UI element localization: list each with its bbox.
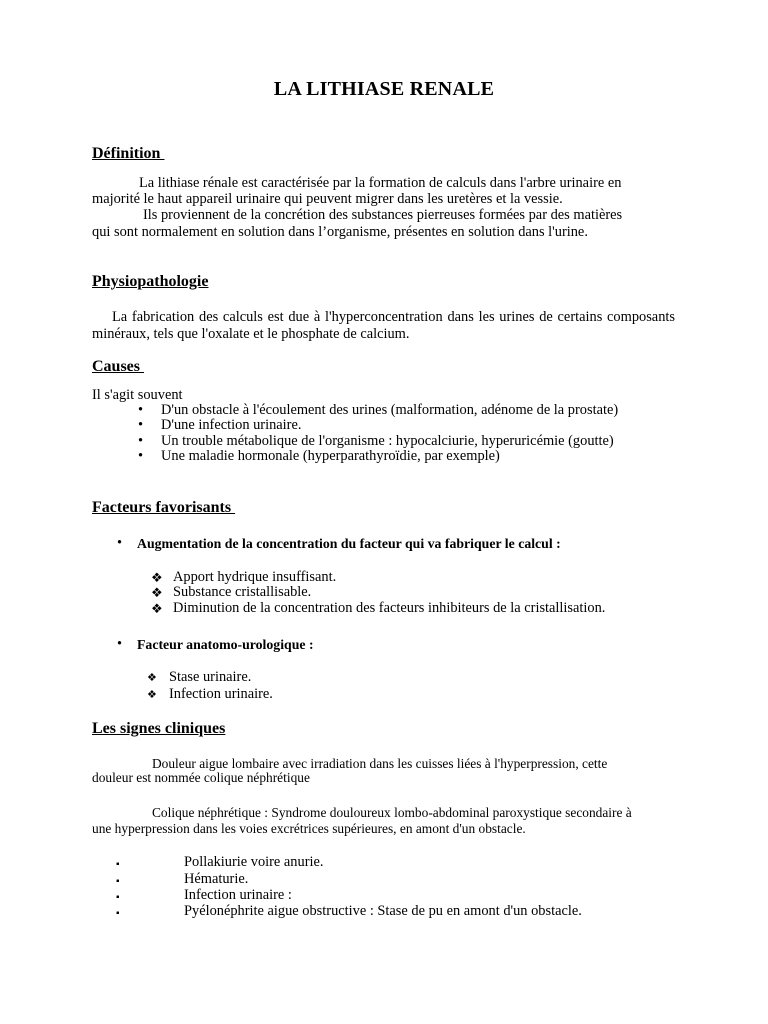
signes-para-2-line-1: Colique néphrétique : Syndrome douloureux lombo-abdominal paroxystique secondaire à bbox=[152, 805, 632, 820]
signes-heading: Les signes cliniques bbox=[92, 720, 226, 737]
list-item: • Une maladie hormonale (hyperparathyroïdie, par exemple) bbox=[138, 448, 500, 465]
facteurs-group-1-label: Augmentation de la concentration du facteur qui va fabriquer le calcul : bbox=[137, 536, 561, 551]
square-bullet-icon: ▪ bbox=[116, 859, 120, 870]
bullet-icon: • bbox=[117, 636, 123, 652]
signes-list bbox=[116, 855, 582, 920]
bullet-icon: • bbox=[138, 417, 144, 434]
causes-heading: Causes bbox=[92, 358, 145, 375]
facteurs-heading: Facteurs favorisants bbox=[92, 499, 236, 516]
signes-para-2-line-2: une hyperpression dans les voies excrétrices supérieures, en amont d'un obstacle. bbox=[92, 821, 526, 836]
definition-line-1: La lithiase rénale est caractérisée par la formation de calculs dans l'arbre urinaire en bbox=[139, 175, 622, 191]
definition-line-3: Ils proviennent de la concrétion des substances pierreuses formées par des matières bbox=[143, 207, 623, 223]
square-bullet-icon: ▪ bbox=[116, 891, 120, 903]
definition-line-2: majorité le haut appareil urinaire qui peuvent migrer dans les uretères et la vessie. bbox=[92, 191, 563, 207]
physio-paragraph: La fabrication des calculs est due à l'hyperconcentration dans les urines de certains composants minéraux, tels que l'oxalate et le phosphate de calcium. bbox=[92, 309, 675, 342]
bullet-icon: • bbox=[138, 448, 144, 465]
list-item: ▪ Pollakiurie voire anurie. bbox=[116, 855, 582, 870]
facteurs-group-2-list bbox=[147, 670, 273, 703]
diamond-bullet-icon: ❖ bbox=[151, 600, 163, 616]
list-item: • Un trouble métabolique de l'organisme : hypocalciurie, hyperuricémie (goutte) bbox=[138, 432, 614, 449]
diamond-bullet-icon: ❖ bbox=[151, 570, 163, 585]
diamond-bullet-icon: ❖ bbox=[151, 585, 163, 601]
bullet-icon: • bbox=[138, 432, 144, 449]
facteurs-group-1-list bbox=[151, 570, 605, 616]
diamond-bullet-icon: ❖ bbox=[147, 689, 157, 702]
diamond-bullet-icon: ❖ bbox=[147, 672, 157, 684]
list-item: ❖ Stase urinaire. bbox=[147, 669, 252, 685]
definition-heading: Définition bbox=[92, 145, 165, 162]
list-item: ❖ Apport hydrique insuffisant. bbox=[151, 569, 337, 585]
physio-heading: Physiopathologie bbox=[92, 273, 209, 290]
signes-para-1-line-2: douleur est nommée colique néphrétique bbox=[92, 770, 310, 785]
causes-list bbox=[92, 403, 692, 465]
list-item: • D'une infection urinaire. bbox=[138, 417, 302, 434]
list-item: ▪ Infection urinaire : bbox=[116, 888, 582, 903]
bullet-icon: • bbox=[117, 535, 123, 551]
facteurs-group-1 bbox=[117, 536, 561, 552]
bullet-icon: • bbox=[138, 402, 144, 418]
square-bullet-icon: ▪ bbox=[116, 908, 120, 920]
signes-para-1-line-1: Douleur aigue lombaire avec irradiation dans les cuisses liées à l'hyperpression, cette bbox=[152, 756, 608, 771]
page-title: LA LITHIASE RENALE bbox=[273, 78, 495, 100]
causes-intro: Il s'agit souvent bbox=[92, 387, 183, 403]
facteurs-group-2-label: Facteur anatomo-urologique : bbox=[137, 637, 314, 652]
square-bullet-icon: ▪ bbox=[116, 876, 120, 888]
list-item: • D'un obstacle à l'écoulement des urines (malformation, adénome de la prostate) bbox=[138, 402, 619, 418]
list-item: ▪ Pyélonéphrite aigue obstructive : Stase de pu en amont d'un obstacle. bbox=[116, 904, 582, 919]
list-item: ❖ Diminution de la concentration des facteurs inhibiteurs de la cristallisation. bbox=[151, 599, 606, 616]
facteurs-group-2 bbox=[117, 637, 314, 653]
list-item: ❖ Substance cristallisable. bbox=[151, 584, 312, 601]
definition-line-4: qui sont normalement en solution dans l’organisme, présentes en solution dans l'urine. bbox=[92, 224, 588, 240]
list-item: ▪ Hématurie. bbox=[116, 872, 582, 887]
list-item: ❖ Infection urinaire. bbox=[147, 686, 273, 703]
